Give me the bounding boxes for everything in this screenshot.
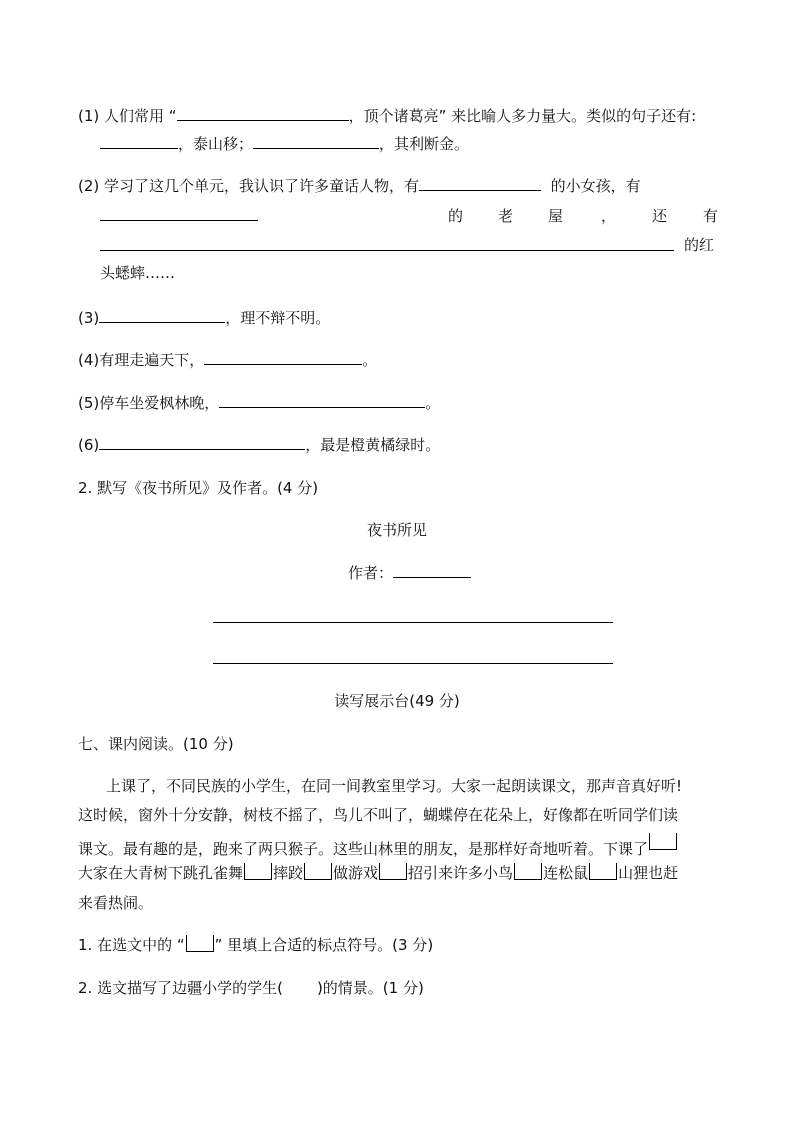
passage-l4-b: 摔跤 bbox=[273, 864, 304, 882]
q1-c-text: ，其利断金。 bbox=[379, 135, 470, 153]
task1-box-icon bbox=[186, 935, 214, 952]
q2-blank-a[interactable] bbox=[419, 176, 541, 191]
passage-l4-f: 山狸也赶 bbox=[618, 864, 679, 882]
q6-suffix: ，最是橙黄橘绿时。 bbox=[305, 436, 441, 454]
passage-l4-e: 连松鼠 bbox=[543, 864, 589, 882]
section-title: 读写展示台(49 分) bbox=[334, 692, 460, 710]
punct-box-2[interactable] bbox=[244, 863, 272, 880]
passage-line-2: 这时候，窗外十分安静，树枝不摇了，鸟儿不叫了，蝴蝶停在花朵上，好像都在听同学们读 bbox=[78, 806, 679, 824]
punct-box-3[interactable] bbox=[304, 863, 332, 880]
punct-box-6[interactable] bbox=[589, 863, 617, 880]
q2-word-hai: 还 bbox=[652, 207, 668, 225]
q4-line bbox=[78, 350, 377, 370]
q3-suffix: ，理不辩不明。 bbox=[225, 309, 331, 327]
reading-heading: 七、课内阅读。(10 分) bbox=[78, 735, 234, 753]
q5-blank[interactable] bbox=[219, 393, 425, 408]
q5-suffix: 。 bbox=[425, 394, 441, 412]
q3-prefix: (3) bbox=[78, 309, 100, 327]
q2-line1 bbox=[78, 176, 641, 196]
q2-word-de: 的 bbox=[448, 207, 464, 225]
poem-title: 夜书所见 bbox=[366, 521, 427, 539]
author-blank[interactable] bbox=[393, 563, 471, 578]
q1-blank-c[interactable] bbox=[253, 134, 379, 149]
q5-prefix: (5)停车坐爱枫林晚， bbox=[78, 394, 220, 412]
punct-box-4[interactable] bbox=[379, 863, 407, 880]
q2-tail: 的红 bbox=[684, 236, 715, 254]
task1-line bbox=[78, 935, 433, 955]
q1-line2 bbox=[100, 134, 469, 154]
q2-blank-c[interactable] bbox=[100, 250, 674, 251]
passage-l4-d: 招引来许多小鸟 bbox=[408, 864, 514, 882]
q1-blank-b[interactable] bbox=[100, 134, 178, 149]
passage-line-3-text: 课文。最有趣的是，跑来了两只猴子。这些山林里的朋友，是那样好奇地听着。下课了 bbox=[78, 840, 649, 858]
q2-word-wu: 屋 bbox=[548, 207, 564, 225]
q4-blank[interactable] bbox=[204, 350, 362, 365]
q2-word-you: 有 bbox=[703, 207, 719, 225]
passage-line-3 bbox=[78, 833, 678, 859]
q1-b-text: ，泰山移； bbox=[178, 135, 254, 153]
passage-line-5: 来看热闹。 bbox=[78, 894, 154, 912]
task2-line bbox=[78, 978, 424, 998]
q2-mid: 的小女孩，有 bbox=[550, 177, 641, 195]
q4-suffix: 。 bbox=[362, 351, 378, 369]
passage-l4-c: 做游戏 bbox=[333, 864, 379, 882]
q5-line bbox=[78, 393, 440, 413]
punct-box-5[interactable] bbox=[514, 863, 542, 880]
q2-word-comma: ， bbox=[601, 207, 617, 225]
q6-line bbox=[78, 435, 440, 455]
q1-prefix: (1) 人们常用 “ bbox=[78, 107, 177, 125]
q1-line1 bbox=[78, 106, 696, 126]
author-line bbox=[348, 563, 471, 583]
q2-prefix: (2) 学习了这几个单元，我认识了许多童话人物，有 bbox=[78, 177, 420, 195]
q6-prefix: (6) bbox=[78, 436, 100, 454]
author-label: 作者： bbox=[348, 564, 394, 582]
q1-mid: ，顶个诸葛亮” 来比喻人多力量大。类似的句子还有: bbox=[348, 107, 697, 125]
passage-l4-a: 大家在大青树下跳孔雀舞 bbox=[78, 864, 244, 882]
q4-prefix: (4)有理走遍天下， bbox=[78, 351, 205, 369]
q3-line bbox=[78, 308, 330, 328]
task1-suffix: ” 里填上合适的标点符号。(3 分) bbox=[214, 936, 434, 954]
q2-word-lao: 老 bbox=[498, 207, 514, 225]
q1-blank-a[interactable] bbox=[177, 106, 349, 121]
task2-suffix: )的情景。(1 分) bbox=[316, 979, 424, 997]
poem-line-2[interactable] bbox=[213, 663, 613, 664]
poem-line-1[interactable] bbox=[213, 622, 613, 623]
q2-line3: 头蟋蟀…… bbox=[100, 264, 176, 282]
passage-line-1: 上课了，不同民族的小学生，在同一间教室里学习。大家一起朗读课文，那声音真好听! bbox=[106, 777, 683, 795]
task2-prefix: 2. 选文描写了边疆小学的学生( bbox=[78, 979, 283, 997]
q3-blank[interactable] bbox=[99, 308, 225, 323]
q6-blank[interactable] bbox=[99, 435, 305, 450]
q2-blank-b[interactable] bbox=[100, 220, 258, 221]
task1-prefix: 1. 在选文中的 “ bbox=[78, 936, 185, 954]
poem-task: 2. 默写《夜书所见》及作者。(4 分) bbox=[78, 479, 319, 497]
passage-line-4 bbox=[78, 863, 678, 883]
punct-box-1[interactable] bbox=[649, 833, 677, 850]
